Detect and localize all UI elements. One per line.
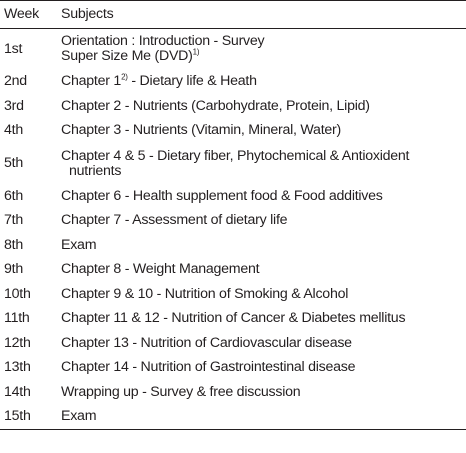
week-cell: 11th	[4, 310, 30, 327]
week-cell: 7th	[4, 212, 23, 229]
subject-line-2-text: Super Size Me (DVD)	[61, 48, 193, 65]
subject-cell: Chapter 11 & 12 - Nutrition of Cancer & Diabetes mellitus	[61, 310, 406, 327]
table-row	[0, 356, 466, 381]
subject-cell: Chapter 7 - Assessment of dietary life	[61, 212, 288, 229]
subject-cell: Chapter 8 - Weight Management	[61, 261, 260, 278]
week-cell: 14th	[4, 383, 31, 400]
subject-line-1: Chapter 4 & 5 - Dietary fiber, Phytochemical & Antioxident	[61, 147, 410, 164]
table-row	[0, 94, 466, 119]
table-header	[0, 1, 466, 29]
subject-cell: Wrapping up - Survey & free discussion	[61, 383, 301, 400]
footnote-marker: 1)	[192, 47, 200, 57]
week-cell: 3rd	[4, 97, 24, 114]
subject-cell: Chapter 13 - Nutrition of Cardiovascular disease	[61, 334, 352, 351]
week-cell: 12th	[4, 334, 31, 351]
subject-cell: Chapter 6 - Health supplement food & Food additives	[61, 187, 383, 204]
table-row	[0, 184, 466, 209]
table-row	[0, 380, 466, 405]
table-row	[0, 307, 466, 332]
week-cell: 15th	[4, 408, 31, 424]
week-cell: 13th	[4, 359, 31, 376]
week-column-header: Week	[4, 6, 40, 22]
week-cell: 8th	[4, 236, 23, 253]
table-row	[0, 119, 466, 144]
table-row	[0, 29, 466, 70]
table-row	[0, 405, 466, 430]
week-cell: 9th	[4, 261, 23, 278]
week-cell: 5th	[4, 155, 23, 171]
subject-text-post: - Dietary life & Heath	[127, 73, 257, 90]
table-row	[0, 258, 466, 283]
subject-cell: Chapter 2 - Nutrients (Carbohydrate, Protein, Lipid)	[61, 97, 370, 114]
subjects-column-header: Subjects	[61, 6, 114, 22]
table-row	[0, 282, 466, 307]
subject-cell: Chapter 14 - Nutrition of Gastrointestinal disease	[61, 359, 356, 376]
subject-cell	[61, 70, 466, 95]
table-body	[0, 29, 466, 430]
subject-line-2: nutrients	[69, 162, 122, 179]
table-row	[0, 331, 466, 356]
table-row	[0, 143, 466, 184]
subject-cell: Chapter 3 - Nutrients (Vitamin, Mineral, Water)	[61, 122, 341, 139]
subject-cell: Chapter 9 & 10 - Nutrition of Smoking & Alcohol	[61, 285, 349, 302]
subject-line-2	[61, 49, 464, 64]
subject-cell	[61, 29, 466, 70]
week-cell: 1st	[4, 40, 23, 57]
footnote-marker: 2)	[121, 72, 128, 82]
subject-line-1: Orientation : Introduction - Survey	[61, 33, 265, 50]
week-cell: 6th	[4, 187, 23, 204]
subject-text-pre: Chapter 1	[61, 73, 122, 90]
table-row	[0, 233, 466, 258]
week-cell: 10th	[4, 285, 31, 302]
table-row	[0, 70, 466, 95]
subject-cell: Exam	[61, 408, 97, 424]
header-row	[0, 1, 466, 29]
subject-cell: Exam	[61, 236, 97, 253]
week-cell: 4th	[4, 122, 23, 139]
week-cell: 2nd	[4, 73, 27, 90]
subject-cell	[61, 143, 466, 184]
table-row	[0, 209, 466, 234]
